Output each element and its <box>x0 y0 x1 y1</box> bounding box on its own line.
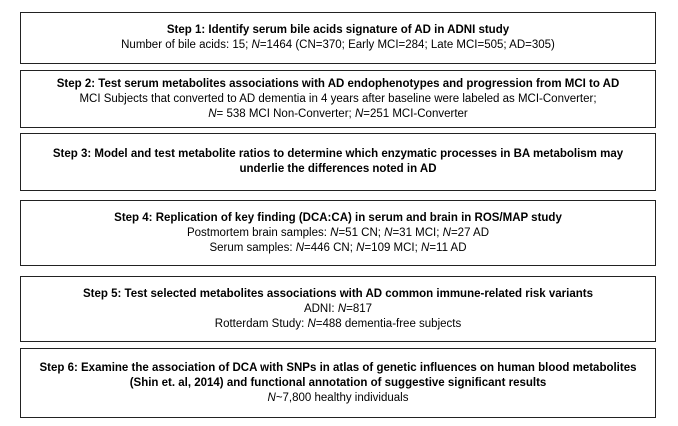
step-4-box <box>20 200 656 266</box>
step-3-title: Step 3: Model and test metabolite ratios to determine which enzymatic processes in BA metabolism may underlie the differences noted in AD <box>52 148 624 175</box>
step-5-box <box>20 276 656 342</box>
step-5-adni-n: N <box>337 302 347 315</box>
step-4-title: Step 4: Replication of key finding (DCA:CA) in serum and brain in ROS/MAP study <box>114 211 562 224</box>
step-2-non-converter: = 538 MCI Non-Converter; <box>216 107 355 120</box>
step-2-box <box>20 70 656 128</box>
step-2-n-symbol-1: N <box>208 107 217 120</box>
step-4-brain-n-1: N <box>330 226 339 239</box>
step-4-serum-label: Serum samples: <box>209 241 296 254</box>
step-6-box <box>20 348 656 418</box>
step-1-title: Step 1: Identify serum bile acids signature of AD in ADNI study <box>166 24 510 36</box>
step-4-serum-n-2: N <box>356 241 365 254</box>
step-2-n-symbol-2: N <box>354 107 364 120</box>
step-5-adni <box>304 302 372 317</box>
step-4-brain-n-2: N <box>384 226 393 239</box>
step-4-brain-samples <box>187 226 489 241</box>
step-5-rotterdam-n: N <box>307 317 316 330</box>
step-6-detail <box>268 391 409 406</box>
step-2-title: Step 2: Test serum metabolites associations with AD endophenotypes and progression from MCI to AD <box>56 77 620 90</box>
step-5-title: Step 5: Test selected metabolites associations with AD common immune-related risk variants <box>83 287 593 300</box>
step-2-detail-2 <box>208 107 468 122</box>
step-2-detail-1: MCI Subjects that converted to AD dementia in 4 years after baseline were labeled as MCI-Converter; <box>79 92 597 105</box>
step-6-n-symbol: N <box>267 391 276 404</box>
step-4-serum-mci: =109 MCI; <box>364 241 422 254</box>
step-4-serum-cn: =446 CN; <box>304 241 357 254</box>
step-6-count: ~7,800 healthy individuals <box>275 391 409 404</box>
step-1-detail-prefix: Number of bile acids: 15; <box>121 39 252 51</box>
step-4-brain-ad: =27 AD <box>450 226 490 239</box>
step-1-n-symbol: N <box>251 39 260 51</box>
step-4-brain-label: Postmortem brain samples: <box>186 226 331 239</box>
step-6-title: Step 6: Examine the association of DCA with SNPs in atlas of genetic influences on human blood metabolites (Shin et. al, 2014) and functional annotation of suggestive significant results <box>39 361 637 389</box>
step-4-serum-n-3: N <box>421 241 430 254</box>
step-1-detail-counts: =1464 (CN=370; Early MCI=284; Late MCI=505; AD=305) <box>259 39 555 51</box>
step-1-box <box>20 12 656 64</box>
step-5-adni-count: =817 <box>346 302 373 315</box>
step-4-serum-ad: =11 AD <box>429 241 467 254</box>
step-5-rotterdam-label: Rotterdam Study: <box>214 317 308 330</box>
step-5-rotterdam <box>215 317 461 332</box>
step-2-converter: =251 MCI-Converter <box>363 107 468 120</box>
step-4-brain-mci: =31 MCI; <box>392 226 443 239</box>
step-3-box <box>20 133 656 191</box>
step-4-serum-n-1: N <box>295 241 305 254</box>
step-5-adni-label: ADNI: <box>303 302 338 315</box>
step-4-serum-samples <box>209 241 466 256</box>
step-5-rotterdam-count: =488 dementia-free subjects <box>315 317 462 330</box>
step-4-brain-cn: =51 CN; <box>338 226 385 239</box>
step-1-detail <box>121 38 555 53</box>
step-4-brain-n-3: N <box>442 226 451 239</box>
